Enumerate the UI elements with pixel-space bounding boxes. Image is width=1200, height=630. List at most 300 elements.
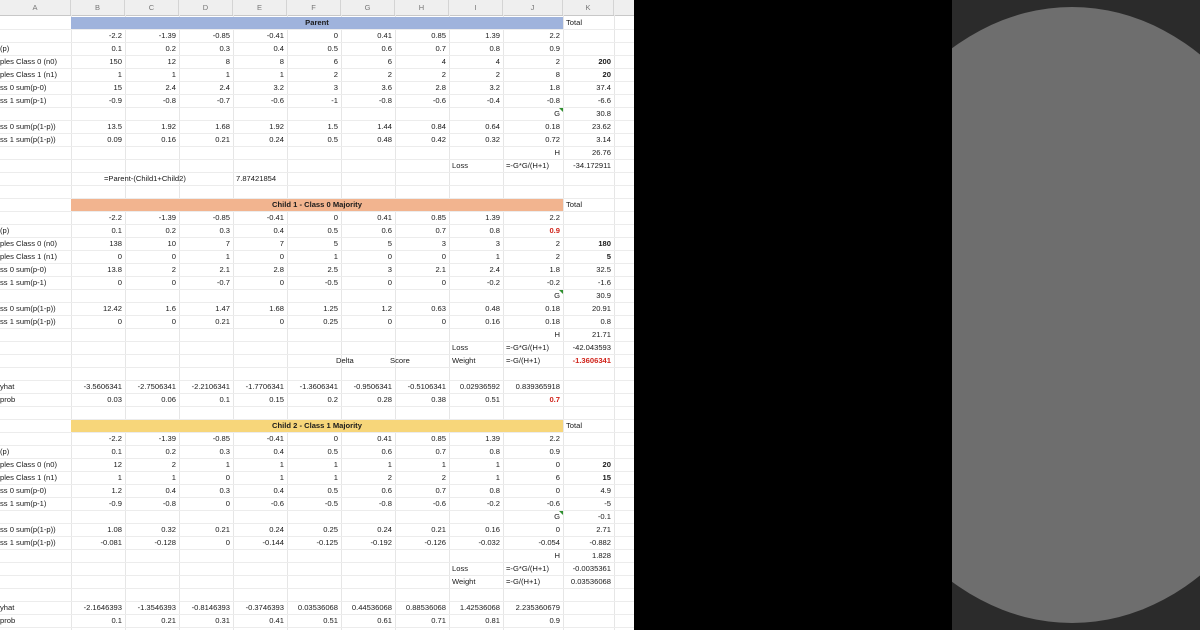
column-header-d[interactable]: D (179, 0, 233, 15)
table-cell[interactable]: -0.5106341 (407, 382, 446, 391)
loss-formula[interactable]: =-G*G/(H+1) (506, 343, 550, 352)
column-header-j[interactable]: J (503, 0, 563, 15)
table-cell[interactable]: -0.85 (212, 213, 230, 222)
table-cell[interactable]: 8 (555, 70, 560, 79)
table-cell[interactable]: 1.2 (381, 304, 392, 313)
table-cell[interactable]: 0.6 (381, 44, 392, 53)
table-cell[interactable]: 0.21 (215, 525, 230, 534)
table-cell[interactable]: -0.9506341 (353, 382, 392, 391)
table-cell[interactable]: 0.09 (107, 135, 122, 144)
table-cell[interactable]: 0.839365918 (515, 382, 560, 391)
table-cell[interactable]: -0.41 (266, 31, 284, 40)
table-cell[interactable]: 4 (495, 57, 500, 66)
table-cell[interactable]: 0.3 (219, 44, 230, 53)
table-cell[interactable]: -0.9 (108, 499, 122, 508)
table-cell[interactable]: 3.14 (596, 135, 611, 144)
row-label[interactable]: ss 0 sum(p(1-p)) (0, 525, 56, 534)
table-cell[interactable]: 0.28 (377, 395, 392, 404)
row-label[interactable]: ss 1 sum(p(1-p)) (0, 135, 56, 144)
table-cell[interactable]: -2.2106341 (191, 382, 230, 391)
table-cell[interactable]: 0.16 (485, 525, 500, 534)
table-cell[interactable]: 0.18 (545, 122, 560, 131)
column-header-h[interactable]: H (395, 0, 449, 15)
table-cell[interactable]: 1.42536068 (459, 603, 500, 612)
table-cell[interactable]: 2.71 (596, 525, 611, 534)
row-label[interactable]: ss 1 sum(p-1) (0, 278, 47, 287)
table-cell[interactable]: 0.3 (219, 226, 230, 235)
row-label[interactable]: ss 0 sum(p-0) (0, 486, 47, 495)
table-cell[interactable]: 0.18 (545, 304, 560, 313)
table-cell[interactable]: 0 (171, 252, 176, 261)
row-label[interactable]: ples Class 0 (n0) (0, 460, 57, 469)
table-cell[interactable]: 0 (441, 317, 446, 326)
row-label[interactable]: ples Class 0 (n0) (0, 57, 57, 66)
table-cell[interactable]: 3 (387, 265, 392, 274)
table-cell[interactable]: -0.2 (486, 499, 500, 508)
table-cell[interactable]: 0.71 (431, 616, 446, 625)
row-label[interactable]: ss 0 sum(p(1-p)) (0, 304, 56, 313)
table-cell[interactable]: 150 (109, 57, 122, 66)
table-cell[interactable]: 0.32 (485, 135, 500, 144)
table-cell[interactable]: -0.8 (546, 96, 560, 105)
table-cell[interactable]: 0.2 (165, 226, 176, 235)
table-cell[interactable]: 0.4 (273, 226, 284, 235)
table-cell[interactable]: 0 (333, 434, 338, 443)
table-cell[interactable]: 0.16 (485, 317, 500, 326)
table-cell[interactable]: 0.24 (377, 525, 392, 534)
table-cell[interactable]: 3 (441, 239, 446, 248)
table-cell[interactable]: 1.25 (323, 304, 338, 313)
table-cell[interactable]: 2 (387, 473, 392, 482)
table-cell[interactable]: 1 (171, 70, 176, 79)
weight-formula[interactable]: =-G/(H+1) (506, 356, 541, 365)
table-cell[interactable]: -0.054 (538, 538, 560, 547)
table-cell[interactable]: 0.2 (165, 447, 176, 456)
table-cell[interactable]: 1 (495, 252, 500, 261)
table-cell[interactable]: -0.192 (370, 538, 392, 547)
table-cell[interactable]: 0.44536068 (351, 603, 392, 612)
table-cell[interactable]: 32.5 (596, 265, 611, 274)
row-label[interactable]: (p) (0, 44, 10, 53)
table-cell[interactable]: -3.5606341 (83, 382, 122, 391)
table-cell[interactable]: 180 (598, 239, 611, 248)
row-label[interactable]: ples Class 0 (n0) (0, 239, 57, 248)
table-cell[interactable]: 1.39 (485, 31, 500, 40)
gain-value[interactable]: 7.87421854 (236, 174, 277, 183)
table-cell[interactable]: -2.2 (108, 434, 122, 443)
table-cell[interactable]: 0.84 (431, 122, 446, 131)
table-cell[interactable]: 1.39 (485, 434, 500, 443)
table-cell[interactable]: 2 (555, 239, 560, 248)
table-cell[interactable]: 13.8 (107, 265, 122, 274)
table-cell[interactable]: 0.85 (431, 213, 446, 222)
table-cell[interactable]: 2 (441, 473, 446, 482)
table-cell[interactable]: 8 (225, 57, 230, 66)
table-cell[interactable]: 4.9 (600, 486, 611, 495)
table-cell[interactable]: 0.41 (269, 616, 284, 625)
table-cell[interactable]: 0.85 (431, 434, 446, 443)
table-cell[interactable]: 15 (602, 473, 611, 482)
table-cell[interactable]: -1.7706341 (245, 382, 284, 391)
table-cell[interactable]: -6.6 (597, 96, 611, 105)
table-cell[interactable]: 12.42 (102, 304, 122, 313)
total-header[interactable]: Total (566, 200, 583, 209)
column-header-g[interactable]: G (341, 0, 395, 15)
table-cell[interactable]: 0 (555, 460, 560, 469)
table-cell[interactable]: 1.5 (327, 122, 338, 131)
table-cell[interactable]: 5 (606, 252, 611, 261)
table-cell[interactable]: 1.8 (549, 265, 560, 274)
column-header-b[interactable]: B (71, 0, 125, 15)
table-cell[interactable]: -1.39 (158, 434, 176, 443)
table-cell[interactable]: -0.8146393 (191, 603, 230, 612)
table-cell[interactable]: 2.4 (489, 265, 500, 274)
table-cell[interactable]: 0.31 (215, 616, 230, 625)
table-cell[interactable]: 0.1 (111, 616, 122, 625)
table-cell[interactable]: 0 (225, 499, 230, 508)
table-cell[interactable]: 12 (113, 460, 122, 469)
table-cell[interactable]: 0.24 (269, 525, 284, 534)
column-header-e[interactable]: E (233, 0, 287, 15)
row-label[interactable]: ss 1 sum(p-1) (0, 499, 47, 508)
table-cell[interactable]: 1 (225, 252, 230, 261)
table-cell[interactable]: 1 (333, 473, 338, 482)
g-label[interactable]: G (554, 291, 560, 300)
weight-value[interactable]: -1.3606341 (572, 356, 611, 365)
table-cell[interactable]: 2 (495, 70, 500, 79)
table-cell[interactable]: -0.5 (324, 278, 338, 287)
table-cell[interactable]: 2.1 (219, 265, 230, 274)
table-cell[interactable]: 20 (602, 70, 611, 79)
table-cell[interactable]: 0.88536068 (405, 603, 446, 612)
table-cell[interactable]: 0 (279, 252, 284, 261)
row-label[interactable]: ss 0 sum(p-0) (0, 265, 47, 274)
table-cell[interactable]: 0.5 (327, 447, 338, 456)
loss-label[interactable]: Loss (452, 343, 469, 352)
table-cell[interactable]: 0.5 (327, 135, 338, 144)
loss-label[interactable]: Loss (452, 161, 469, 170)
table-cell[interactable]: 2 (171, 265, 176, 274)
table-cell[interactable]: 2 (171, 460, 176, 469)
section-banner-child1[interactable]: Child 1 - Class 0 Majority (71, 199, 563, 211)
table-cell[interactable]: 0.48 (485, 304, 500, 313)
loss-value[interactable]: -42.043593 (572, 343, 611, 352)
table-cell[interactable]: 1 (495, 473, 500, 482)
table-cell[interactable]: 1 (279, 460, 284, 469)
table-cell[interactable]: 0.41 (377, 213, 392, 222)
table-cell[interactable]: 1.47 (215, 304, 230, 313)
g-label[interactable]: G (554, 512, 560, 521)
table-cell[interactable]: -1.39 (158, 213, 176, 222)
table-cell[interactable]: -0.882 (589, 538, 611, 547)
table-cell[interactable]: 0 (171, 317, 176, 326)
table-cell[interactable]: -0.7 (216, 96, 230, 105)
table-cell[interactable]: 1.92 (161, 122, 176, 131)
table-cell[interactable]: 1 (225, 70, 230, 79)
loss-formula[interactable]: =-G*G/(H+1) (506, 564, 550, 573)
table-cell[interactable]: 0.9 (549, 226, 560, 235)
table-cell[interactable]: -2.7506341 (137, 382, 176, 391)
table-cell[interactable]: 0 (555, 525, 560, 534)
table-cell[interactable]: 0.25 (323, 525, 338, 534)
h-value[interactable]: 1.828 (591, 551, 611, 560)
weight-label[interactable]: Weight (452, 356, 476, 365)
table-cell[interactable]: 2.4 (219, 83, 230, 92)
table-cell[interactable]: 1 (117, 473, 122, 482)
table-cell[interactable]: -0.6 (432, 96, 446, 105)
loss-value[interactable]: -34.172911 (573, 161, 611, 170)
table-cell[interactable]: 2 (555, 252, 560, 261)
table-cell[interactable]: 1 (225, 460, 230, 469)
weight-formula[interactable]: =-G/(H+1) (506, 577, 541, 586)
table-cell[interactable]: 37.4 (596, 83, 611, 92)
table-cell[interactable]: -2.1646393 (83, 603, 122, 612)
table-cell[interactable]: 0.1 (111, 44, 122, 53)
table-cell[interactable]: -0.125 (316, 538, 338, 547)
table-cell[interactable]: -0.6 (546, 499, 560, 508)
table-cell[interactable]: 0.24 (269, 135, 284, 144)
table-cell[interactable]: 0.1 (111, 226, 122, 235)
table-cell[interactable]: -1.39 (158, 31, 176, 40)
row-label[interactable]: ss 0 sum(p(1-p)) (0, 122, 56, 131)
table-cell[interactable]: 138 (109, 239, 122, 248)
h-label[interactable]: H (554, 551, 560, 560)
table-cell[interactable]: 1 (279, 473, 284, 482)
table-cell[interactable]: 0 (117, 278, 122, 287)
delta-label[interactable]: Delta (336, 356, 354, 365)
table-cell[interactable]: 23.62 (591, 122, 611, 131)
column-header-f[interactable]: F (287, 0, 341, 15)
section-banner-parent[interactable]: Parent (71, 17, 563, 29)
table-cell[interactable]: 0 (387, 317, 392, 326)
table-cell[interactable]: -0.081 (100, 538, 122, 547)
table-cell[interactable]: 3.2 (273, 83, 284, 92)
table-cell[interactable]: 0.16 (161, 135, 176, 144)
table-cell[interactable]: 0 (279, 317, 284, 326)
table-cell[interactable]: 0.41 (377, 31, 392, 40)
table-cell[interactable]: 0.25 (323, 317, 338, 326)
table-cell[interactable]: -0.8 (162, 499, 176, 508)
table-cell[interactable]: -0.126 (424, 538, 446, 547)
table-cell[interactable]: 1 (387, 460, 392, 469)
row-label[interactable]: ss 1 sum(p(1-p)) (0, 538, 56, 547)
table-cell[interactable]: 0.21 (161, 616, 176, 625)
table-cell[interactable]: 2 (555, 57, 560, 66)
table-cell[interactable]: 0.51 (323, 616, 338, 625)
weight-label[interactable]: Weight (452, 577, 476, 586)
table-cell[interactable]: -0.032 (478, 538, 500, 547)
table-cell[interactable]: 2.5 (327, 265, 338, 274)
table-cell[interactable]: 1 (117, 70, 122, 79)
column-header-c[interactable]: C (125, 0, 179, 15)
h-value[interactable]: 21.71 (591, 330, 611, 339)
loss-formula[interactable]: =-G*G/(H+1) (506, 161, 550, 170)
h-label[interactable]: H (554, 148, 560, 157)
table-cell[interactable]: 1 (171, 473, 176, 482)
table-cell[interactable]: 7 (279, 239, 284, 248)
table-cell[interactable]: 1.8 (549, 83, 560, 92)
table-cell[interactable]: 1.2 (111, 486, 122, 495)
gain-formula[interactable]: =Parent-(Child1+Child2) (104, 174, 186, 183)
table-cell[interactable]: 0.8 (489, 486, 500, 495)
table-cell[interactable]: 0.72 (545, 135, 560, 144)
table-cell[interactable]: -0.2 (486, 278, 500, 287)
total-header[interactable]: Total (566, 18, 583, 27)
row-label[interactable]: ss 0 sum(p-0) (0, 83, 47, 92)
table-cell[interactable]: -0.9 (108, 96, 122, 105)
table-cell[interactable]: -1 (331, 96, 338, 105)
table-cell[interactable]: 0.15 (269, 395, 284, 404)
table-cell[interactable]: 0.7 (435, 447, 446, 456)
table-cell[interactable]: 1 (441, 460, 446, 469)
table-cell[interactable]: 0.21 (215, 135, 230, 144)
table-cell[interactable]: 0.85 (431, 31, 446, 40)
table-cell[interactable]: 20 (602, 460, 611, 469)
table-cell[interactable]: 8 (279, 57, 284, 66)
table-cell[interactable]: -0.3746393 (245, 603, 284, 612)
table-cell[interactable]: 3.2 (489, 83, 500, 92)
table-cell[interactable]: 0.03536068 (297, 603, 338, 612)
row-label[interactable]: prob (0, 395, 16, 404)
table-cell[interactable]: 0.6 (381, 226, 392, 235)
table-cell[interactable]: 15 (113, 83, 122, 92)
table-cell[interactable]: 0.5 (327, 44, 338, 53)
table-cell[interactable]: 6 (555, 473, 560, 482)
table-cell[interactable]: 0 (387, 252, 392, 261)
table-cell[interactable]: -2.2 (108, 213, 122, 222)
table-cell[interactable]: 0.41 (377, 434, 392, 443)
table-cell[interactable]: -0.5 (324, 499, 338, 508)
table-cell[interactable]: 0 (333, 31, 338, 40)
column-header-a[interactable]: A (0, 0, 71, 15)
table-cell[interactable]: 0.6 (381, 447, 392, 456)
table-cell[interactable]: 0.2 (165, 44, 176, 53)
table-cell[interactable]: -0.85 (212, 434, 230, 443)
row-label[interactable]: ples Class 1 (n1) (0, 473, 57, 482)
table-cell[interactable]: 1.08 (107, 525, 122, 534)
table-cell[interactable]: 5 (387, 239, 392, 248)
table-cell[interactable]: 2 (387, 70, 392, 79)
row-label[interactable]: yhat (0, 382, 15, 391)
table-cell[interactable]: 0.18 (545, 317, 560, 326)
table-cell[interactable]: 7 (225, 239, 230, 248)
section-banner-child2[interactable]: Child 2 - Class 1 Majority (71, 420, 563, 432)
table-cell[interactable]: 0.03 (107, 395, 122, 404)
table-cell[interactable]: -0.2 (546, 278, 560, 287)
table-cell[interactable]: 2.1 (435, 265, 446, 274)
table-cell[interactable]: 2.4 (165, 83, 176, 92)
table-cell[interactable]: 2.2 (549, 31, 560, 40)
table-cell[interactable]: 0.21 (431, 525, 446, 534)
loss-value[interactable]: -0.0035361 (572, 564, 611, 573)
table-cell[interactable]: 1.92 (269, 122, 284, 131)
table-cell[interactable]: 1.44 (377, 122, 392, 131)
table-cell[interactable]: -0.6 (432, 499, 446, 508)
row-label[interactable]: (p) (0, 447, 10, 456)
table-cell[interactable]: 0.1 (111, 447, 122, 456)
table-cell[interactable]: 2 (441, 70, 446, 79)
g-label[interactable]: G (554, 109, 560, 118)
table-cell[interactable]: 1.68 (215, 122, 230, 131)
table-cell[interactable]: 0.4 (273, 486, 284, 495)
table-cell[interactable]: -0.85 (212, 31, 230, 40)
table-cell[interactable]: -5 (604, 499, 611, 508)
table-cell[interactable]: 0.61 (377, 616, 392, 625)
table-cell[interactable]: 0 (279, 278, 284, 287)
table-cell[interactable]: 1 (333, 460, 338, 469)
table-cell[interactable]: 13.5 (107, 122, 122, 131)
column-header-k[interactable]: K (563, 0, 614, 15)
table-cell[interactable]: 0 (555, 486, 560, 495)
score-label[interactable]: Score (390, 356, 410, 365)
table-cell[interactable]: 0.7 (435, 486, 446, 495)
table-cell[interactable]: 0.4 (273, 44, 284, 53)
table-cell[interactable]: 1 (333, 252, 338, 261)
table-cell[interactable]: 0.8 (489, 226, 500, 235)
table-cell[interactable]: 2.8 (273, 265, 284, 274)
table-cell[interactable]: -0.144 (262, 538, 284, 547)
table-cell[interactable]: 12 (167, 57, 176, 66)
row-label[interactable]: ples Class 1 (n1) (0, 252, 57, 261)
table-cell[interactable]: 2 (333, 70, 338, 79)
table-cell[interactable]: 200 (598, 57, 611, 66)
table-cell[interactable]: 3 (333, 83, 338, 92)
table-cell[interactable]: 0 (441, 278, 446, 287)
table-cell[interactable]: -0.8 (378, 96, 392, 105)
table-cell[interactable]: 0.9 (549, 447, 560, 456)
g-value[interactable]: 30.9 (596, 291, 611, 300)
table-cell[interactable]: 0.5 (327, 486, 338, 495)
table-cell[interactable]: 5 (333, 239, 338, 248)
table-cell[interactable]: 10 (167, 239, 176, 248)
table-cell[interactable]: 1 (495, 460, 500, 469)
row-label[interactable]: yhat (0, 603, 15, 612)
table-cell[interactable]: 0.8 (489, 447, 500, 456)
table-cell[interactable]: 0 (387, 278, 392, 287)
table-cell[interactable]: 2.2 (549, 434, 560, 443)
table-cell[interactable]: 0.06 (161, 395, 176, 404)
total-header[interactable]: Total (566, 421, 583, 430)
table-cell[interactable]: 0.7 (549, 395, 560, 404)
table-cell[interactable]: 6 (387, 57, 392, 66)
row-label[interactable]: (p) (0, 226, 10, 235)
table-cell[interactable]: -0.8 (162, 96, 176, 105)
table-cell[interactable]: 0.21 (215, 317, 230, 326)
row-label[interactable]: prob (0, 616, 16, 625)
table-cell[interactable]: 0.81 (485, 616, 500, 625)
table-cell[interactable]: 0.3 (219, 486, 230, 495)
table-cell[interactable]: -0.6 (270, 499, 284, 508)
table-cell[interactable]: 0.32 (161, 525, 176, 534)
weight-value[interactable]: 0.03536068 (570, 577, 611, 586)
table-cell[interactable]: 2.2 (549, 213, 560, 222)
table-cell[interactable]: -0.41 (266, 434, 284, 443)
table-cell[interactable]: 1.39 (485, 213, 500, 222)
table-cell[interactable]: -0.8 (378, 499, 392, 508)
table-cell[interactable]: 1 (279, 70, 284, 79)
table-cell[interactable]: -1.3606341 (299, 382, 338, 391)
table-cell[interactable]: 0.1 (219, 395, 230, 404)
loss-label[interactable]: Loss (452, 564, 469, 573)
table-cell[interactable]: -0.128 (154, 538, 176, 547)
table-cell[interactable]: 2.8 (435, 83, 446, 92)
table-cell[interactable]: 0 (171, 278, 176, 287)
table-cell[interactable]: 0 (441, 252, 446, 261)
table-cell[interactable]: 0.9 (549, 44, 560, 53)
table-cell[interactable]: -0.4 (486, 96, 500, 105)
table-cell[interactable]: 6 (333, 57, 338, 66)
table-cell[interactable]: 0 (225, 473, 230, 482)
